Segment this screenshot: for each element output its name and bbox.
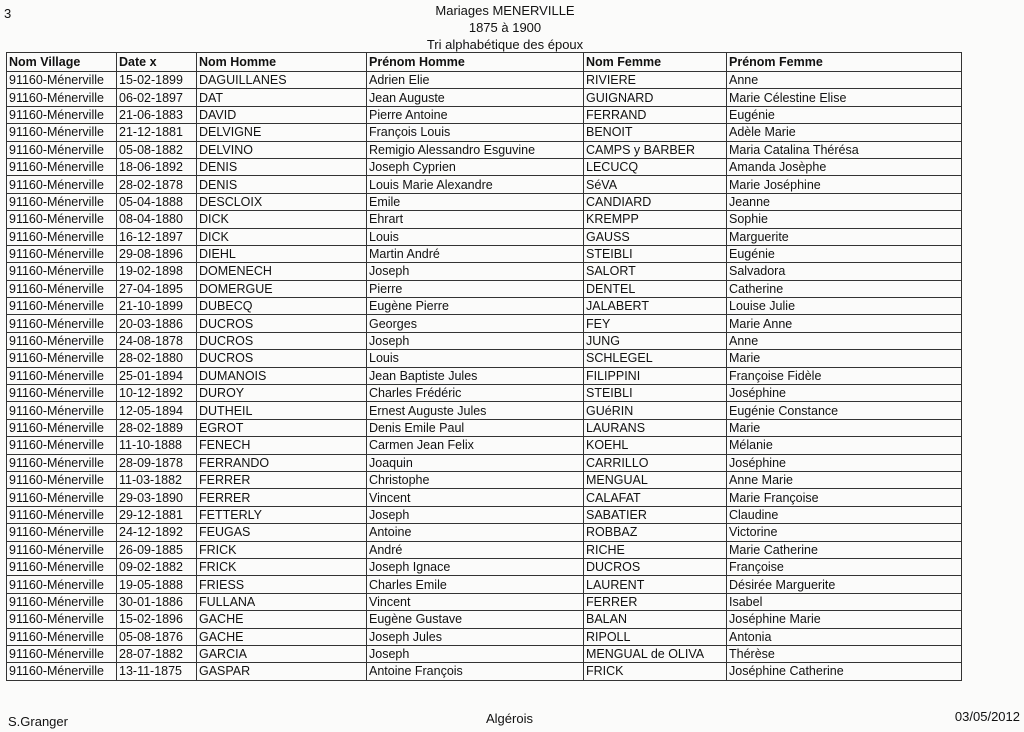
column-header-date: Date x: [117, 53, 197, 72]
cell-husband-firstname: Joseph Cyprien: [367, 158, 584, 175]
cell-wife-surname: FERRER: [584, 593, 727, 610]
cell-date: 09-02-1882: [117, 558, 197, 575]
cell-wife-firstname: Marie Célestine Elise: [727, 89, 962, 106]
table-row: [7, 558, 962, 575]
table-row: [7, 541, 962, 558]
cell-village: 91160-Ménerville: [7, 593, 117, 610]
cell-wife-firstname: Eugénie: [727, 245, 962, 262]
cell-wife-firstname: Thérèse: [727, 645, 962, 662]
cell-husband-firstname: Eugène Gustave: [367, 611, 584, 628]
cell-date: 21-10-1899: [117, 298, 197, 315]
cell-husband-surname: DAT: [197, 89, 367, 106]
cell-husband-firstname: Vincent: [367, 593, 584, 610]
cell-wife-surname: BALAN: [584, 611, 727, 628]
cell-wife-surname: FILIPPINI: [584, 367, 727, 384]
cell-husband-surname: DENIS: [197, 176, 367, 193]
cell-wife-firstname: Louise Julie: [727, 298, 962, 315]
cell-husband-surname: DUCROS: [197, 332, 367, 349]
cell-husband-firstname: François Louis: [367, 124, 584, 141]
cell-village: 91160-Ménerville: [7, 350, 117, 367]
cell-date: 11-03-1882: [117, 471, 197, 488]
cell-wife-firstname: Marie: [727, 350, 962, 367]
table-row: [7, 176, 962, 193]
cell-village: 91160-Ménerville: [7, 419, 117, 436]
cell-date: 28-02-1889: [117, 419, 197, 436]
cell-village: 91160-Ménerville: [7, 402, 117, 419]
cell-village: 91160-Ménerville: [7, 158, 117, 175]
cell-husband-firstname: Joseph: [367, 506, 584, 523]
cell-husband-firstname: Adrien Elie: [367, 72, 584, 89]
cell-husband-surname: FEUGAS: [197, 524, 367, 541]
cell-husband-firstname: Joaquin: [367, 454, 584, 471]
cell-village: 91160-Ménerville: [7, 280, 117, 297]
cell-date: 26-09-1885: [117, 541, 197, 558]
cell-wife-firstname: Maria Catalina Thérésa: [727, 141, 962, 158]
cell-husband-firstname: Joseph: [367, 645, 584, 662]
cell-husband-firstname: Louis: [367, 228, 584, 245]
cell-wife-firstname: Claudine: [727, 506, 962, 523]
table-row: [7, 593, 962, 610]
cell-husband-surname: DICK: [197, 228, 367, 245]
cell-husband-firstname: Eugène Pierre: [367, 298, 584, 315]
cell-village: 91160-Ménerville: [7, 141, 117, 158]
cell-husband-surname: DUCROS: [197, 350, 367, 367]
table-row: [7, 385, 962, 402]
footer-author: S.Granger: [8, 714, 68, 729]
cell-date: 10-12-1892: [117, 385, 197, 402]
table-row: [7, 350, 962, 367]
cell-wife-surname: GUéRIN: [584, 402, 727, 419]
title-line-2: 1875 à 1900: [468, 20, 542, 35]
title-line-3: Tri alphabétique des époux: [426, 37, 584, 52]
cell-date: 27-04-1895: [117, 280, 197, 297]
table-row: [7, 489, 962, 506]
cell-village: 91160-Ménerville: [7, 106, 117, 123]
cell-wife-firstname: Joséphine Catherine: [727, 663, 962, 680]
cell-wife-firstname: Amanda Josèphe: [727, 158, 962, 175]
cell-husband-firstname: Joseph Jules: [367, 628, 584, 645]
cell-husband-firstname: André: [367, 541, 584, 558]
table-row: [7, 437, 962, 454]
cell-husband-firstname: Ehrart: [367, 211, 584, 228]
cell-wife-surname: RIVIERE: [584, 72, 727, 89]
cell-wife-firstname: Isabel: [727, 593, 962, 610]
cell-husband-surname: DIEHL: [197, 245, 367, 262]
cell-wife-surname: FEY: [584, 315, 727, 332]
table-row: [7, 471, 962, 488]
cell-village: 91160-Ménerville: [7, 541, 117, 558]
cell-wife-surname: RIPOLL: [584, 628, 727, 645]
table-row: [7, 454, 962, 471]
cell-date: 29-03-1890: [117, 489, 197, 506]
cell-wife-surname: RICHE: [584, 541, 727, 558]
cell-husband-surname: DOMERGUE: [197, 280, 367, 297]
cell-date: 21-12-1881: [117, 124, 197, 141]
column-header-husband-firstname: Prénom Homme: [367, 53, 584, 72]
cell-wife-surname: LAURANS: [584, 419, 727, 436]
cell-wife-firstname: Catherine: [727, 280, 962, 297]
cell-wife-firstname: Joséphine: [727, 385, 962, 402]
cell-wife-surname: FERRAND: [584, 106, 727, 123]
cell-date: 24-08-1878: [117, 332, 197, 349]
cell-wife-surname: CALAFAT: [584, 489, 727, 506]
cell-village: 91160-Ménerville: [7, 193, 117, 210]
cell-wife-firstname: Désirée Marguerite: [727, 576, 962, 593]
cell-date: 20-03-1886: [117, 315, 197, 332]
cell-husband-firstname: Remigio Alessandro Esguvine: [367, 141, 584, 158]
cell-village: 91160-Ménerville: [7, 367, 117, 384]
cell-wife-firstname: Mélanie: [727, 437, 962, 454]
cell-husband-surname: GACHE: [197, 628, 367, 645]
cell-village: 91160-Ménerville: [7, 506, 117, 523]
cell-date: 11-10-1888: [117, 437, 197, 454]
cell-wife-surname: GUIGNARD: [584, 89, 727, 106]
table-row: [7, 124, 962, 141]
cell-wife-surname: CAMPS y BARBER: [584, 141, 727, 158]
cell-husband-firstname: Joseph: [367, 332, 584, 349]
cell-wife-surname: MENGUAL de OLIVA: [584, 645, 727, 662]
table-row: [7, 228, 962, 245]
cell-husband-firstname: Carmen Jean Felix: [367, 437, 584, 454]
cell-wife-firstname: Adèle Marie: [727, 124, 962, 141]
cell-husband-firstname: Jean Baptiste Jules: [367, 367, 584, 384]
cell-husband-surname: DELVIGNE: [197, 124, 367, 141]
table-row: [7, 332, 962, 349]
cell-village: 91160-Ménerville: [7, 332, 117, 349]
table-row: [7, 245, 962, 262]
footer-region: Algérois: [486, 711, 533, 726]
cell-wife-surname: CARRILLO: [584, 454, 727, 471]
table-row: [7, 367, 962, 384]
cell-husband-firstname: Charles Emile: [367, 576, 584, 593]
table-row: [7, 263, 962, 280]
cell-village: 91160-Ménerville: [7, 124, 117, 141]
cell-wife-firstname: Marguerite: [727, 228, 962, 245]
cell-husband-firstname: Christophe: [367, 471, 584, 488]
cell-wife-surname: ROBBAZ: [584, 524, 727, 541]
cell-wife-firstname: Antonia: [727, 628, 962, 645]
cell-date: 25-01-1894: [117, 367, 197, 384]
cell-village: 91160-Ménerville: [7, 437, 117, 454]
cell-wife-surname: JALABERT: [584, 298, 727, 315]
cell-wife-firstname: Joséphine: [727, 454, 962, 471]
cell-wife-surname: LECUCQ: [584, 158, 727, 175]
table-row: [7, 141, 962, 158]
cell-husband-surname: FRIESS: [197, 576, 367, 593]
cell-wife-surname: DUCROS: [584, 558, 727, 575]
cell-wife-surname: DENTEL: [584, 280, 727, 297]
cell-date: 15-02-1899: [117, 72, 197, 89]
cell-wife-firstname: Salvadora: [727, 263, 962, 280]
table-row: [7, 280, 962, 297]
cell-wife-surname: STEIBLI: [584, 385, 727, 402]
cell-wife-surname: SABATIER: [584, 506, 727, 523]
title-line-1: Mariages MENERVILLE: [435, 3, 575, 18]
cell-husband-surname: FULLANA: [197, 593, 367, 610]
table-row: [7, 645, 962, 662]
cell-wife-firstname: Eugénie Constance: [727, 402, 962, 419]
cell-wife-surname: STEIBLI: [584, 245, 727, 262]
cell-wife-firstname: Marie Françoise: [727, 489, 962, 506]
cell-wife-surname: KOEHL: [584, 437, 727, 454]
cell-wife-surname: GAUSS: [584, 228, 727, 245]
cell-date: 15-02-1896: [117, 611, 197, 628]
table-row: [7, 158, 962, 175]
cell-date: 05-04-1888: [117, 193, 197, 210]
cell-husband-firstname: Pierre: [367, 280, 584, 297]
cell-wife-surname: JUNG: [584, 332, 727, 349]
cell-husband-surname: DUBECQ: [197, 298, 367, 315]
cell-wife-surname: KREMPP: [584, 211, 727, 228]
cell-village: 91160-Ménerville: [7, 524, 117, 541]
cell-date: 30-01-1886: [117, 593, 197, 610]
cell-husband-firstname: Emile: [367, 193, 584, 210]
cell-husband-surname: DICK: [197, 211, 367, 228]
cell-husband-surname: DUROY: [197, 385, 367, 402]
cell-date: 05-08-1882: [117, 141, 197, 158]
cell-wife-surname: CANDIARD: [584, 193, 727, 210]
cell-husband-surname: EGROT: [197, 419, 367, 436]
cell-husband-firstname: Charles Frédéric: [367, 385, 584, 402]
cell-husband-firstname: Pierre Antoine: [367, 106, 584, 123]
cell-village: 91160-Ménerville: [7, 576, 117, 593]
cell-village: 91160-Ménerville: [7, 454, 117, 471]
cell-husband-firstname: Joseph: [367, 263, 584, 280]
cell-husband-surname: GARCIA: [197, 645, 367, 662]
cell-wife-firstname: Anne: [727, 72, 962, 89]
table-row: [7, 576, 962, 593]
footer-date: 03/05/2012: [954, 709, 1020, 724]
cell-village: 91160-Ménerville: [7, 315, 117, 332]
cell-wife-firstname: Anne: [727, 332, 962, 349]
cell-wife-firstname: Sophie: [727, 211, 962, 228]
cell-date: 05-08-1876: [117, 628, 197, 645]
column-header-wife-firstname: Prénom Femme: [727, 53, 962, 72]
table-row: [7, 211, 962, 228]
table-row: [7, 106, 962, 123]
cell-wife-surname: LAURENT: [584, 576, 727, 593]
cell-husband-firstname: Jean Auguste: [367, 89, 584, 106]
cell-husband-surname: FERRER: [197, 471, 367, 488]
cell-husband-surname: DUCROS: [197, 315, 367, 332]
cell-wife-surname: FRICK: [584, 663, 727, 680]
cell-village: 91160-Ménerville: [7, 558, 117, 575]
cell-date: 12-05-1894: [117, 402, 197, 419]
column-header-wife-surname: Nom Femme: [584, 53, 727, 72]
table-row: [7, 72, 962, 89]
cell-husband-firstname: Louis Marie Alexandre: [367, 176, 584, 193]
cell-wife-firstname: Françoise: [727, 558, 962, 575]
cell-husband-surname: GASPAR: [197, 663, 367, 680]
cell-husband-firstname: Denis Emile Paul: [367, 419, 584, 436]
table-row: [7, 193, 962, 210]
cell-village: 91160-Ménerville: [7, 385, 117, 402]
column-header-husband-surname: Nom Homme: [197, 53, 367, 72]
cell-husband-surname: DOMENECH: [197, 263, 367, 280]
cell-village: 91160-Ménerville: [7, 263, 117, 280]
cell-husband-firstname: Georges: [367, 315, 584, 332]
cell-wife-firstname: Victorine: [727, 524, 962, 541]
cell-village: 91160-Ménerville: [7, 89, 117, 106]
cell-husband-firstname: Antoine François: [367, 663, 584, 680]
cell-husband-surname: FENECH: [197, 437, 367, 454]
cell-village: 91160-Ménerville: [7, 628, 117, 645]
cell-date: 28-07-1882: [117, 645, 197, 662]
table-body: [7, 72, 962, 681]
cell-village: 91160-Ménerville: [7, 611, 117, 628]
cell-wife-firstname: Marie: [727, 419, 962, 436]
cell-husband-surname: FRICK: [197, 541, 367, 558]
cell-husband-surname: DUMANOIS: [197, 367, 367, 384]
cell-husband-firstname: Antoine: [367, 524, 584, 541]
cell-date: 28-02-1878: [117, 176, 197, 193]
cell-wife-firstname: Françoise Fidèle: [727, 367, 962, 384]
cell-husband-firstname: Martin André: [367, 245, 584, 262]
cell-husband-surname: DENIS: [197, 158, 367, 175]
cell-date: 06-02-1897: [117, 89, 197, 106]
page-number: 3: [4, 6, 12, 21]
cell-village: 91160-Ménerville: [7, 489, 117, 506]
table-row: [7, 298, 962, 315]
cell-husband-firstname: Joseph Ignace: [367, 558, 584, 575]
cell-husband-surname: FETTERLY: [197, 506, 367, 523]
cell-date: 29-08-1896: [117, 245, 197, 262]
cell-wife-firstname: Joséphine Marie: [727, 611, 962, 628]
cell-date: 29-12-1881: [117, 506, 197, 523]
cell-husband-surname: FERRER: [197, 489, 367, 506]
cell-wife-firstname: Anne Marie: [727, 471, 962, 488]
cell-village: 91160-Ménerville: [7, 663, 117, 680]
cell-village: 91160-Ménerville: [7, 245, 117, 262]
cell-husband-surname: DAGUILLANES: [197, 72, 367, 89]
cell-date: 28-02-1880: [117, 350, 197, 367]
table-row: [7, 663, 962, 680]
cell-wife-firstname: Marie Joséphine: [727, 176, 962, 193]
table-row: [7, 402, 962, 419]
cell-date: 24-12-1892: [117, 524, 197, 541]
cell-wife-firstname: Jeanne: [727, 193, 962, 210]
cell-village: 91160-Ménerville: [7, 228, 117, 245]
cell-husband-surname: FERRANDO: [197, 454, 367, 471]
column-header-village: Nom Village: [7, 53, 117, 72]
table-row: [7, 315, 962, 332]
cell-wife-firstname: Marie Anne: [727, 315, 962, 332]
cell-date: 16-12-1897: [117, 228, 197, 245]
marriage-register-table: [6, 52, 962, 681]
cell-husband-firstname: Louis: [367, 350, 584, 367]
cell-wife-surname: SALORT: [584, 263, 727, 280]
document-title: [380, 2, 630, 53]
cell-date: 21-06-1883: [117, 106, 197, 123]
cell-village: 91160-Ménerville: [7, 176, 117, 193]
table-row: [7, 611, 962, 628]
cell-village: 91160-Ménerville: [7, 471, 117, 488]
cell-wife-surname: MENGUAL: [584, 471, 727, 488]
cell-wife-firstname: Marie Catherine: [727, 541, 962, 558]
cell-husband-surname: DUTHEIL: [197, 402, 367, 419]
table-row: [7, 419, 962, 436]
cell-wife-surname: SéVA: [584, 176, 727, 193]
cell-husband-surname: DAVID: [197, 106, 367, 123]
cell-date: 08-04-1880: [117, 211, 197, 228]
cell-date: 28-09-1878: [117, 454, 197, 471]
cell-husband-surname: DELVINO: [197, 141, 367, 158]
cell-husband-surname: FRICK: [197, 558, 367, 575]
cell-husband-surname: GACHE: [197, 611, 367, 628]
cell-wife-surname: BENOIT: [584, 124, 727, 141]
cell-husband-surname: DESCLOIX: [197, 193, 367, 210]
table-row: [7, 89, 962, 106]
table-row: [7, 628, 962, 645]
cell-husband-firstname: Vincent: [367, 489, 584, 506]
cell-husband-firstname: Ernest Auguste Jules: [367, 402, 584, 419]
cell-date: 19-02-1898: [117, 263, 197, 280]
cell-date: 18-06-1892: [117, 158, 197, 175]
cell-date: 13-11-1875: [117, 663, 197, 680]
cell-date: 19-05-1888: [117, 576, 197, 593]
cell-wife-surname: SCHLEGEL: [584, 350, 727, 367]
cell-wife-firstname: Eugénie: [727, 106, 962, 123]
cell-village: 91160-Ménerville: [7, 211, 117, 228]
table-header-row: [7, 53, 962, 72]
cell-village: 91160-Ménerville: [7, 72, 117, 89]
cell-village: 91160-Ménerville: [7, 298, 117, 315]
cell-village: 91160-Ménerville: [7, 645, 117, 662]
table-row: [7, 524, 962, 541]
table-row: [7, 506, 962, 523]
